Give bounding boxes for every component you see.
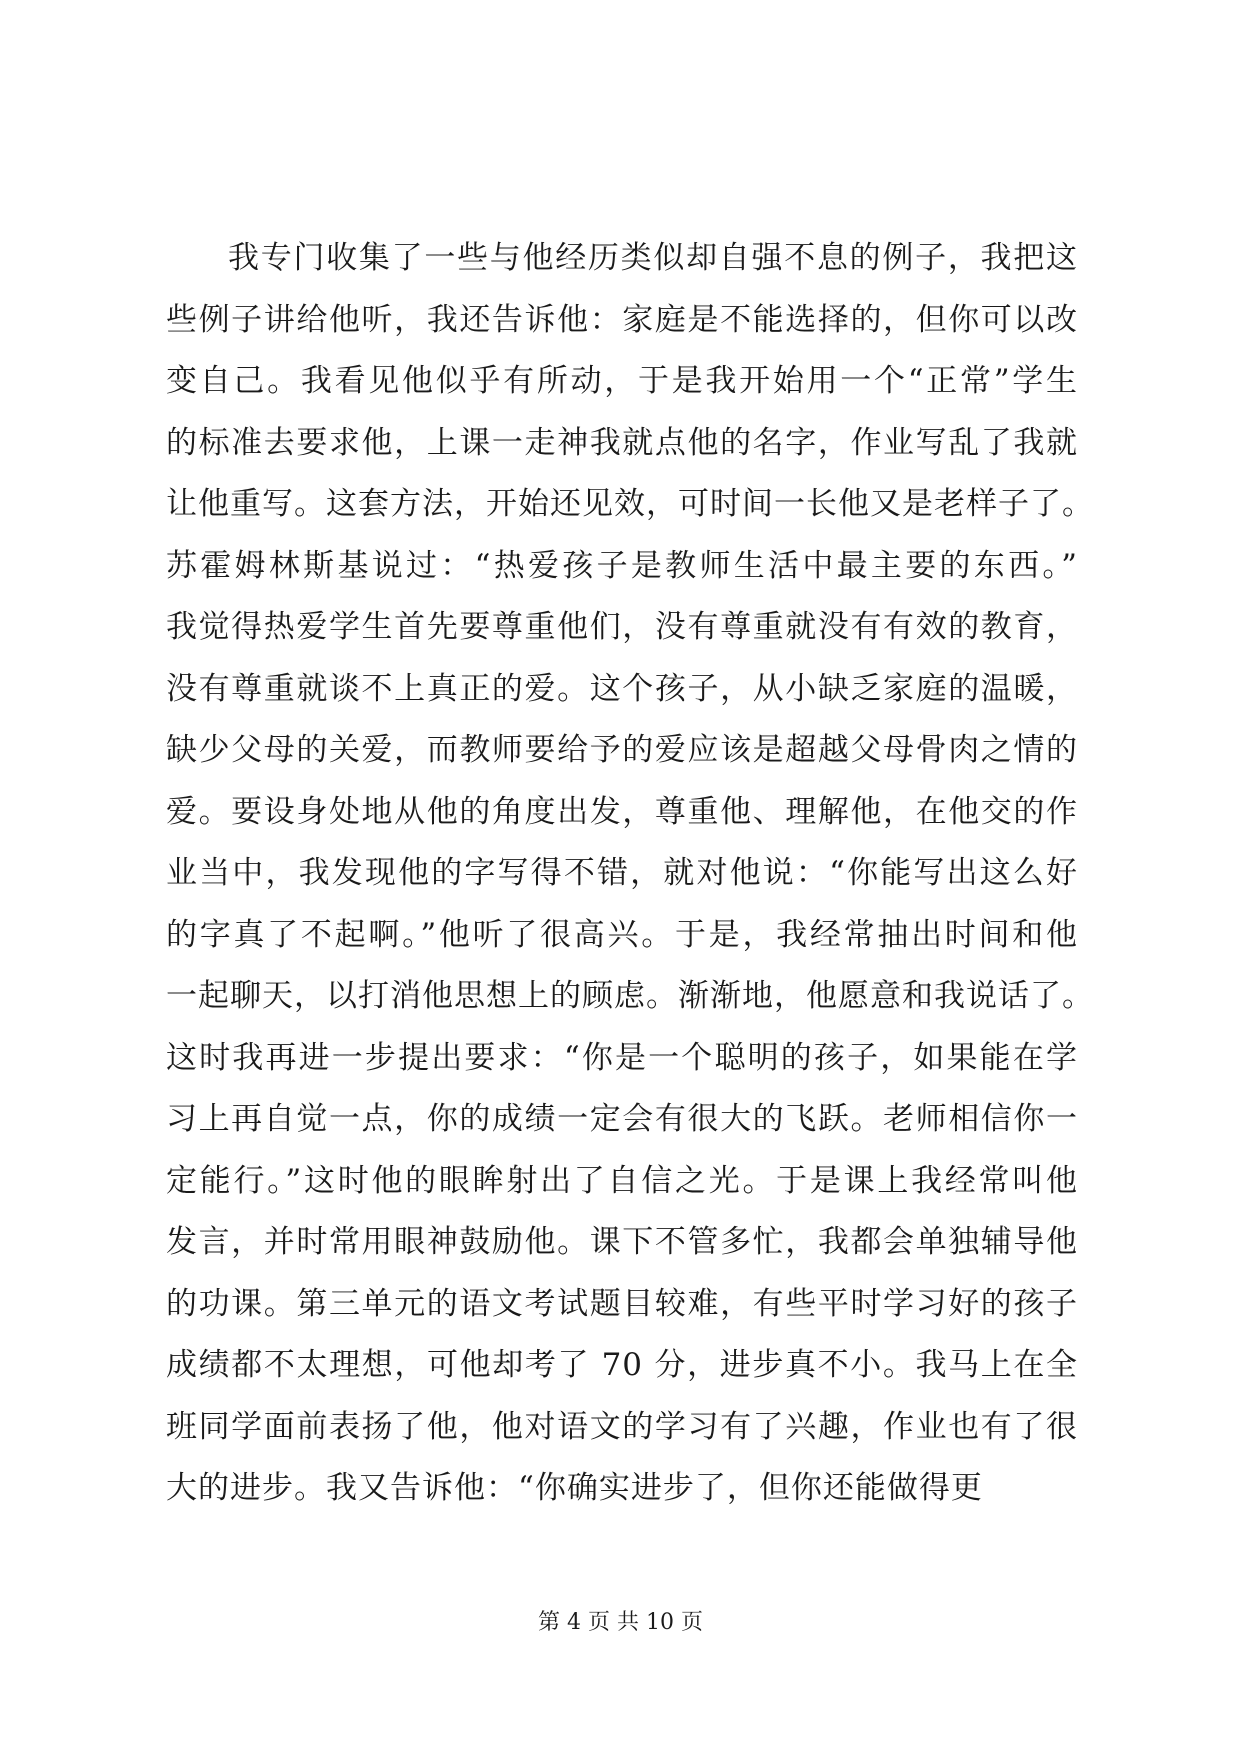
text-line: 班同学面前表扬了他，他对语文的学习有了兴趣，作业也有了很 xyxy=(166,1408,1078,1445)
page-footer xyxy=(0,1605,1241,1636)
text-line: 业当中，我发现他的字写得不错，就对他说：“你能写出这么好 xyxy=(166,855,1078,891)
text-line: 些例子讲给他听，我还告诉他：家庭是不能选择的，但你可以改 xyxy=(166,301,1078,338)
body-paragraph xyxy=(166,228,1094,1520)
text-line: 大的进步。我又告诉他：“你确实进步了，但你还能做得更 xyxy=(166,1470,983,1506)
text-line: 没有尊重就谈不上真正的爱。这个孩子，从小缺乏家庭的温暖， xyxy=(166,670,1078,707)
text-line: 的标准去要求他，上课一走神我就点他的名字，作业写乱了我就 xyxy=(166,424,1078,461)
page-number: 第 4 页 共 10 页 xyxy=(538,1610,703,1635)
text-line: 我觉得热爱学生首先要尊重他们，没有尊重就没有有效的教育， xyxy=(166,609,1078,645)
text-line: 变自己。我看见他似乎有所动，于是我开始用一个“正常”学生 xyxy=(166,363,1078,399)
text-line: 缺少父母的关爱，而教师要给予的爱应该是超越父母骨肉之情的 xyxy=(166,732,1078,768)
text-line: 定能行。”这时他的眼眸射出了自信之光。于是课上我经常叫他 xyxy=(166,1162,1078,1199)
text-line: 习上再自觉一点，你的成绩一定会有很大的飞跃。老师相信你一 xyxy=(166,1101,1078,1137)
text-line: 这时我再进一步提出要求：“你是一个聪明的孩子，如果能在学 xyxy=(166,1039,1078,1076)
text-line: 我专门收集了一些与他经历类似却自强不息的例子，我把这 xyxy=(228,240,1078,276)
text-line: 让他重写。这套方法，开始还见效，可时间一长他又是老样子了。 xyxy=(166,486,1094,522)
text-line: 成绩都不太理想，可他却考了 70 分，进步真不小。我马上在全 xyxy=(166,1347,1078,1383)
text-line: 一起聊天，以打消他思想上的顾虑。渐渐地，他愿意和我说话了。 xyxy=(166,978,1094,1014)
text-line: 苏霍姆林斯基说过：“热爱孩子是教师生活中最主要的东西。” xyxy=(166,547,1078,584)
text-line: 的功课。第三单元的语文考试题目较难，有些平时学习好的孩子 xyxy=(166,1285,1078,1322)
text-line: 爱。要设身处地从他的角度出发，尊重他、理解他，在他交的作 xyxy=(166,793,1078,830)
text-line: 的字真了不起啊。”他听了很高兴。于是，我经常抽出时间和他 xyxy=(166,916,1078,953)
text-line: 发言，并时常用眼神鼓励他。课下不管多忙，我都会单独辅导他 xyxy=(166,1224,1078,1260)
